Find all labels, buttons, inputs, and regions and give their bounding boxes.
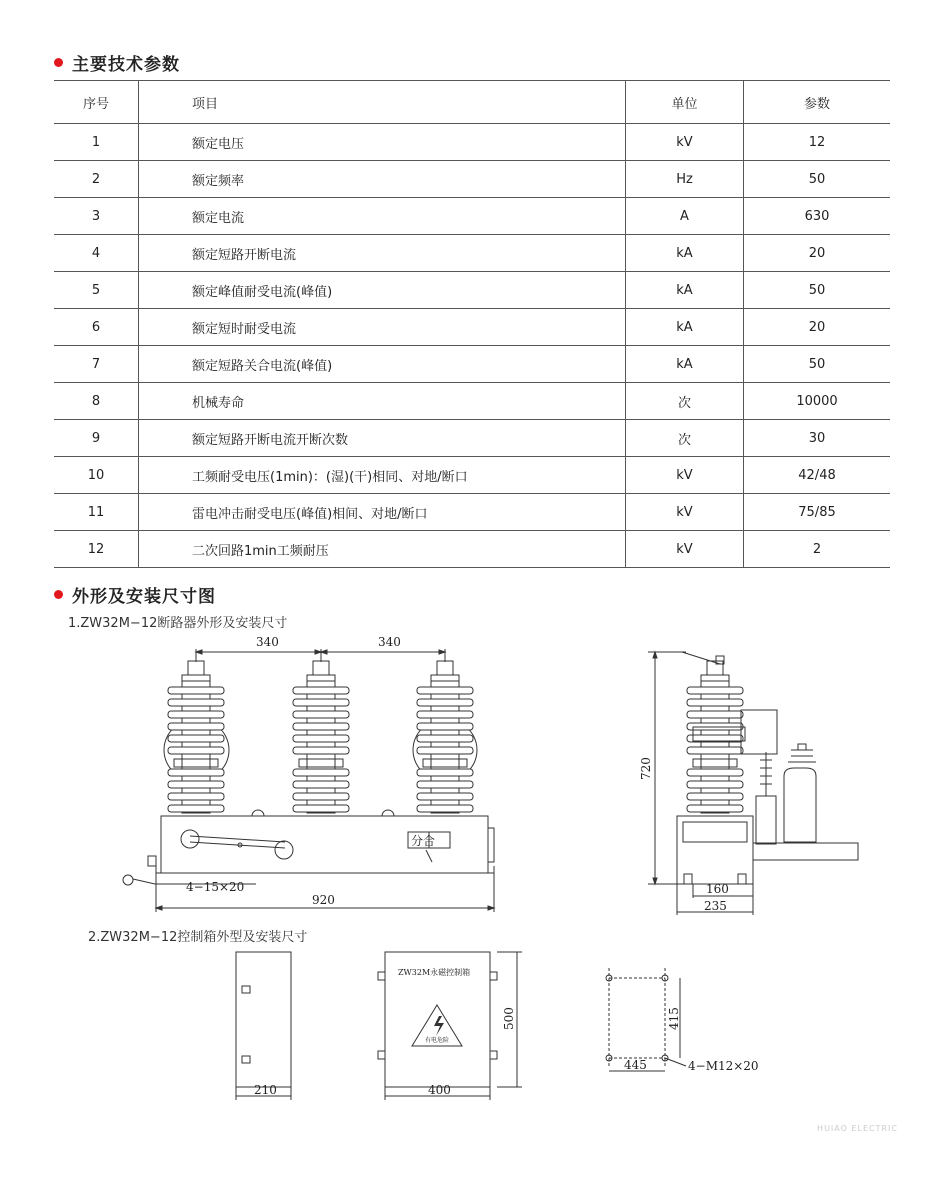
dim-box-depth: 210 — [254, 1083, 277, 1097]
cell-unit: kV — [626, 494, 744, 531]
cell-no: 10 — [54, 457, 139, 494]
cell-value: 630 — [744, 198, 891, 235]
cell-value: 20 — [744, 235, 891, 272]
cell-item: 雷电冲击耐受电压(峰值)相间、对地/断口 — [139, 494, 626, 531]
dim-box-height: 500 — [502, 1007, 516, 1030]
cell-item: 额定短路关合电流(峰值) — [139, 346, 626, 383]
dim-mount-holes: 4−M12×20 — [688, 1059, 759, 1073]
cell-item: 额定峰值耐受电流(峰值) — [139, 272, 626, 309]
cell-item: 额定短时耐受电流 — [139, 309, 626, 346]
box-label: ZW32M永磁控制箱 — [398, 968, 471, 977]
cell-value: 30 — [744, 420, 891, 457]
dim-side-160: 160 — [706, 882, 729, 896]
dim-height-720: 720 — [639, 757, 653, 780]
cell-unit: Hz — [626, 161, 744, 198]
dim-spacing-right: 340 — [378, 635, 401, 649]
cell-unit: kV — [626, 457, 744, 494]
cell-unit: 次 — [626, 383, 744, 420]
header-value: 参数 — [744, 81, 891, 124]
cell-value: 10000 — [744, 383, 891, 420]
cell-no: 8 — [54, 383, 139, 420]
cell-no: 2 — [54, 161, 139, 198]
cell-unit: kV — [626, 531, 744, 568]
cell-unit: 次 — [626, 420, 744, 457]
cell-unit: kA — [626, 346, 744, 383]
cell-item: 工频耐受电压(1min)：(湿)(干)相同、对地/断口 — [139, 457, 626, 494]
cell-value: 2 — [744, 531, 891, 568]
dim-holes: 4−15×20 — [186, 880, 245, 894]
drawing1-caption: 1.ZW32M−12断路器外形及安装尺寸 — [68, 616, 288, 631]
cell-no: 3 — [54, 198, 139, 235]
header-no: 序号 — [54, 81, 139, 124]
insulator-right — [417, 661, 473, 813]
mounting-pattern — [606, 968, 759, 1073]
cell-value: 12 — [744, 124, 891, 161]
cell-unit: kA — [626, 309, 744, 346]
cell-no: 4 — [54, 235, 139, 272]
drawing2-caption: 2.ZW32M−12控制箱外型及安装尺寸 — [88, 930, 308, 945]
dim-box-width: 400 — [428, 1083, 451, 1097]
cell-item: 额定短路开断电流开断次数 — [139, 420, 626, 457]
cell-item: 额定短路开断电流 — [139, 235, 626, 272]
cell-no: 11 — [54, 494, 139, 531]
cell-value: 50 — [744, 346, 891, 383]
section-title-dimensions: 外形及安装尺寸图 — [54, 582, 216, 607]
cell-item: 额定电压 — [139, 124, 626, 161]
cell-unit: kV — [626, 124, 744, 161]
cell-item: 二次回路1min工频耐压 — [139, 531, 626, 568]
watermark: HUIAO ELECTRIC — [817, 1124, 898, 1133]
cell-value: 42/48 — [744, 457, 891, 494]
dim-side-235: 235 — [704, 899, 727, 913]
dim-width-920: 920 — [312, 893, 335, 907]
cell-value: 50 — [744, 272, 891, 309]
cell-unit: A — [626, 198, 744, 235]
cell-unit: kA — [626, 272, 744, 309]
header-item: 项目 — [139, 81, 626, 124]
cell-value: 50 — [744, 161, 891, 198]
cell-no: 6 — [54, 309, 139, 346]
dim-mount-width: 445 — [624, 1058, 647, 1072]
open-close-label: 分合 — [411, 834, 436, 848]
dim-mount-height: 415 — [667, 1007, 681, 1030]
cell-no: 1 — [54, 124, 139, 161]
warning-label: 有电危险 — [425, 1037, 450, 1044]
breaker-side-view — [639, 652, 858, 915]
header-unit: 单位 — [626, 81, 744, 124]
cell-no: 12 — [54, 531, 139, 568]
cell-no: 9 — [54, 420, 139, 457]
cell-unit: kA — [626, 235, 744, 272]
control-box-front-view — [378, 952, 522, 1100]
dim-spacing-left: 340 — [256, 635, 279, 649]
cell-value: 75/85 — [744, 494, 891, 531]
insulator-left — [168, 661, 224, 813]
cell-no: 7 — [54, 346, 139, 383]
insulator-middle — [293, 661, 349, 813]
breaker-front-view — [123, 635, 494, 912]
section-title-specs: 主要技术参数 — [54, 50, 180, 75]
control-box-side-view — [236, 952, 291, 1100]
cell-item: 机械寿命 — [139, 383, 626, 420]
cell-no: 5 — [54, 272, 139, 309]
cell-value: 20 — [744, 309, 891, 346]
cell-item: 额定频率 — [139, 161, 626, 198]
cell-item: 额定电流 — [139, 198, 626, 235]
